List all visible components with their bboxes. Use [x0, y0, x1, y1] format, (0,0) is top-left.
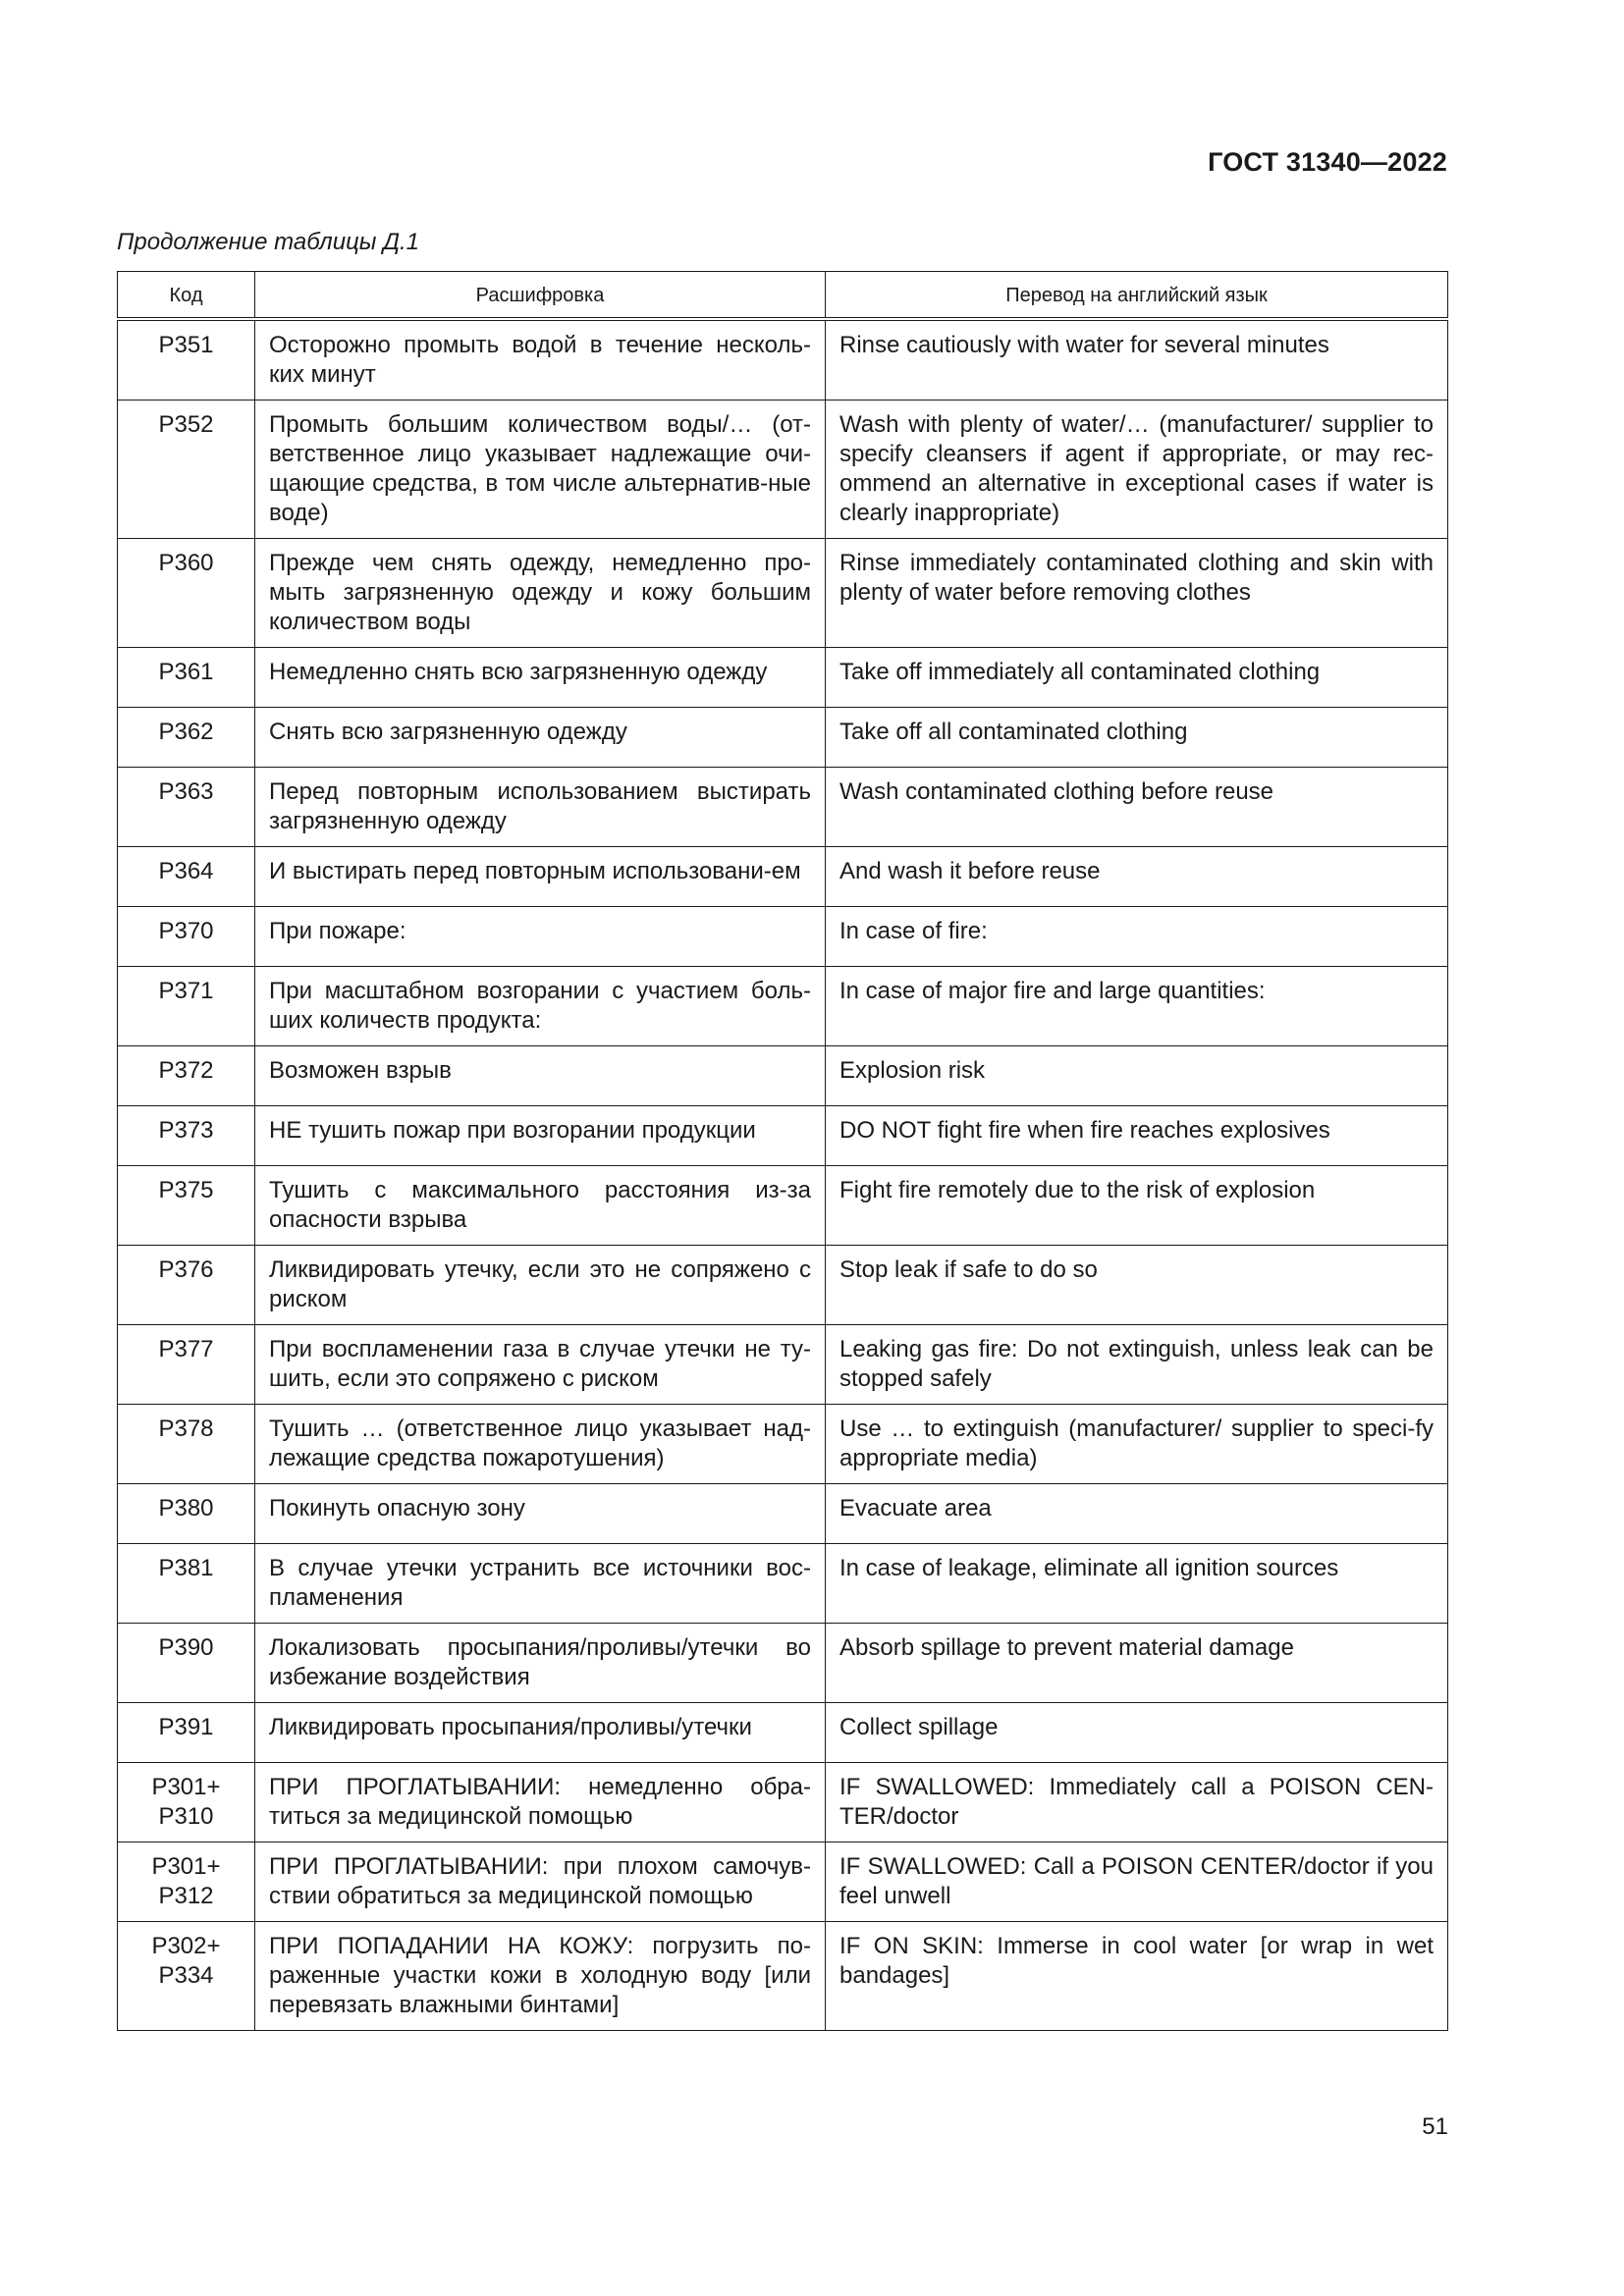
cell-description: Промыть большим количеством воды/… (от-ветственное лицо указывает надлежащие очи-щающие средства, в том числе альтернатив-ные воде) [255, 400, 826, 539]
cell-code: P381 [118, 1544, 255, 1624]
cell-description: ПРИ ПРОГЛАТЫВАНИИ: немедленно обра-титься за медицинской помощью [255, 1763, 826, 1842]
table-row [118, 967, 1448, 1046]
cell-translation: In case of major fire and large quantities: [826, 967, 1448, 1046]
table-header [118, 272, 1448, 320]
cell-translation: IF ON SKIN: Immerse in cool water [or wrap in wet bandages] [826, 1922, 1448, 2031]
cell-translation: Collect spillage [826, 1703, 1448, 1763]
column-header-description: Расшифровка [255, 272, 826, 320]
cell-description: НЕ тушить пожар при возгорании продукции [255, 1106, 826, 1166]
cell-translation: Take off all contaminated clothing [826, 708, 1448, 768]
cell-translation: Explosion risk [826, 1046, 1448, 1106]
cell-translation: Rinse immediately contaminated clothing and skin with plenty of water before removing clothes [826, 539, 1448, 648]
standard-id: ГОСТ 31340—2022 [1208, 147, 1447, 177]
table-row [118, 1106, 1448, 1166]
page-number: 51 [1422, 2113, 1448, 2140]
cell-code: P378 [118, 1405, 255, 1484]
cell-translation: Fight fire remotely due to the risk of explosion [826, 1166, 1448, 1246]
table-row [118, 907, 1448, 967]
cell-code: P302+ P334 [118, 1922, 255, 2031]
cell-code: P380 [118, 1484, 255, 1544]
table-row [118, 1703, 1448, 1763]
column-header-code: Код [118, 272, 255, 320]
table-row [118, 1922, 1448, 2031]
table-row [118, 1842, 1448, 1922]
cell-translation: In case of fire: [826, 907, 1448, 967]
cell-translation: And wash it before reuse [826, 847, 1448, 907]
table-row [118, 648, 1448, 708]
table-row [118, 1405, 1448, 1484]
cell-code: P351 [118, 319, 255, 400]
table-row [118, 539, 1448, 648]
cell-code: P361 [118, 648, 255, 708]
cell-translation: Evacuate area [826, 1484, 1448, 1544]
cell-translation: IF SWALLOWED: Immediately call a POISON CEN-TER/doctor [826, 1763, 1448, 1842]
cell-description: Осторожно промыть водой в течение несколь-ких минут [255, 319, 826, 400]
cell-translation: Wash with plenty of water/… (manufacturer/ supplier to specify cleansers if agent if appropriate, or may rec-ommend an alternative in exceptional cases if water is clearly inappropriate) [826, 400, 1448, 539]
precautionary-codes-table [117, 271, 1448, 2031]
cell-translation: Use … to extinguish (manufacturer/ supplier to speci-fy appropriate media) [826, 1405, 1448, 1484]
cell-description: ПРИ ПРОГЛАТЫВАНИИ: при плохом самочув-ствии обратиться за медицинской помощью [255, 1842, 826, 1922]
cell-description: Тушить с максимального расстояния из-за опасности взрыва [255, 1166, 826, 1246]
table-row [118, 708, 1448, 768]
cell-code: P372 [118, 1046, 255, 1106]
cell-translation: Rinse cautiously with water for several minutes [826, 319, 1448, 400]
cell-code: P301+ P310 [118, 1763, 255, 1842]
cell-description: Тушить … (ответственное лицо указывает над-лежащие средства пожаротушения) [255, 1405, 826, 1484]
cell-description: Ликвидировать утечку, если это не сопряжено с риском [255, 1246, 826, 1325]
cell-description: При воспламенении газа в случае утечки не ту-шить, если это сопряжено с риском [255, 1325, 826, 1405]
table-row [118, 1624, 1448, 1703]
cell-description: Прежде чем снять одежду, немедленно про-мыть загрязненную одежду и кожу большим количеством воды [255, 539, 826, 648]
table-row [118, 1166, 1448, 1246]
cell-translation: IF SWALLOWED: Call a POISON CENTER/doctor if you feel unwell [826, 1842, 1448, 1922]
cell-translation: Leaking gas fire: Do not extinguish, unless leak can be stopped safely [826, 1325, 1448, 1405]
cell-code: P376 [118, 1246, 255, 1325]
cell-code: P301+ P312 [118, 1842, 255, 1922]
cell-code: P362 [118, 708, 255, 768]
cell-translation: Stop leak if safe to do so [826, 1246, 1448, 1325]
cell-translation: DO NOT fight fire when fire reaches explosives [826, 1106, 1448, 1166]
cell-description: И выстирать перед повторным использовани-ем [255, 847, 826, 907]
cell-description: Локализовать просыпания/проливы/утечки во избежание воздействия [255, 1624, 826, 1703]
cell-translation: Wash contaminated clothing before reuse [826, 768, 1448, 847]
table-row [118, 1763, 1448, 1842]
table-row [118, 847, 1448, 907]
table-body [118, 319, 1448, 2031]
table-row [118, 1046, 1448, 1106]
cell-description: Ликвидировать просыпания/проливы/утечки [255, 1703, 826, 1763]
column-header-translation: Перевод на английский язык [826, 272, 1448, 320]
cell-description: Возможен взрыв [255, 1046, 826, 1106]
cell-code: P391 [118, 1703, 255, 1763]
table-row [118, 319, 1448, 400]
cell-code: P390 [118, 1624, 255, 1703]
cell-code: P375 [118, 1166, 255, 1246]
table-row [118, 1325, 1448, 1405]
cell-description: При масштабном возгорании с участием боль-ших количеств продукта: [255, 967, 826, 1046]
table-row [118, 1544, 1448, 1624]
cell-translation: Absorb spillage to prevent material damage [826, 1624, 1448, 1703]
cell-code: P360 [118, 539, 255, 648]
cell-translation: In case of leakage, eliminate all ignition sources [826, 1544, 1448, 1624]
cell-description: При пожаре: [255, 907, 826, 967]
table-caption: Продолжение таблицы Д.1 [117, 229, 420, 255]
table-row [118, 1484, 1448, 1544]
cell-description: Немедленно снять всю загрязненную одежду [255, 648, 826, 708]
cell-description: Перед повторным использованием выстирать загрязненную одежду [255, 768, 826, 847]
table-row [118, 400, 1448, 539]
table-header-row [118, 272, 1448, 320]
cell-description: Покинуть опасную зону [255, 1484, 826, 1544]
cell-code: P352 [118, 400, 255, 539]
table-row [118, 1246, 1448, 1325]
cell-description: Снять всю загрязненную одежду [255, 708, 826, 768]
cell-code: P363 [118, 768, 255, 847]
table-row [118, 768, 1448, 847]
cell-code: P364 [118, 847, 255, 907]
cell-description: ПРИ ПОПАДАНИИ НА КОЖУ: погрузить по-раженные участки кожи в холодную воду [или перевязать влажными бинтами] [255, 1922, 826, 2031]
cell-description: В случае утечки устранить все источники вос-пламенения [255, 1544, 826, 1624]
cell-translation: Take off immediately all contaminated clothing [826, 648, 1448, 708]
cell-code: P370 [118, 907, 255, 967]
cell-code: P377 [118, 1325, 255, 1405]
cell-code: P371 [118, 967, 255, 1046]
cell-code: P373 [118, 1106, 255, 1166]
